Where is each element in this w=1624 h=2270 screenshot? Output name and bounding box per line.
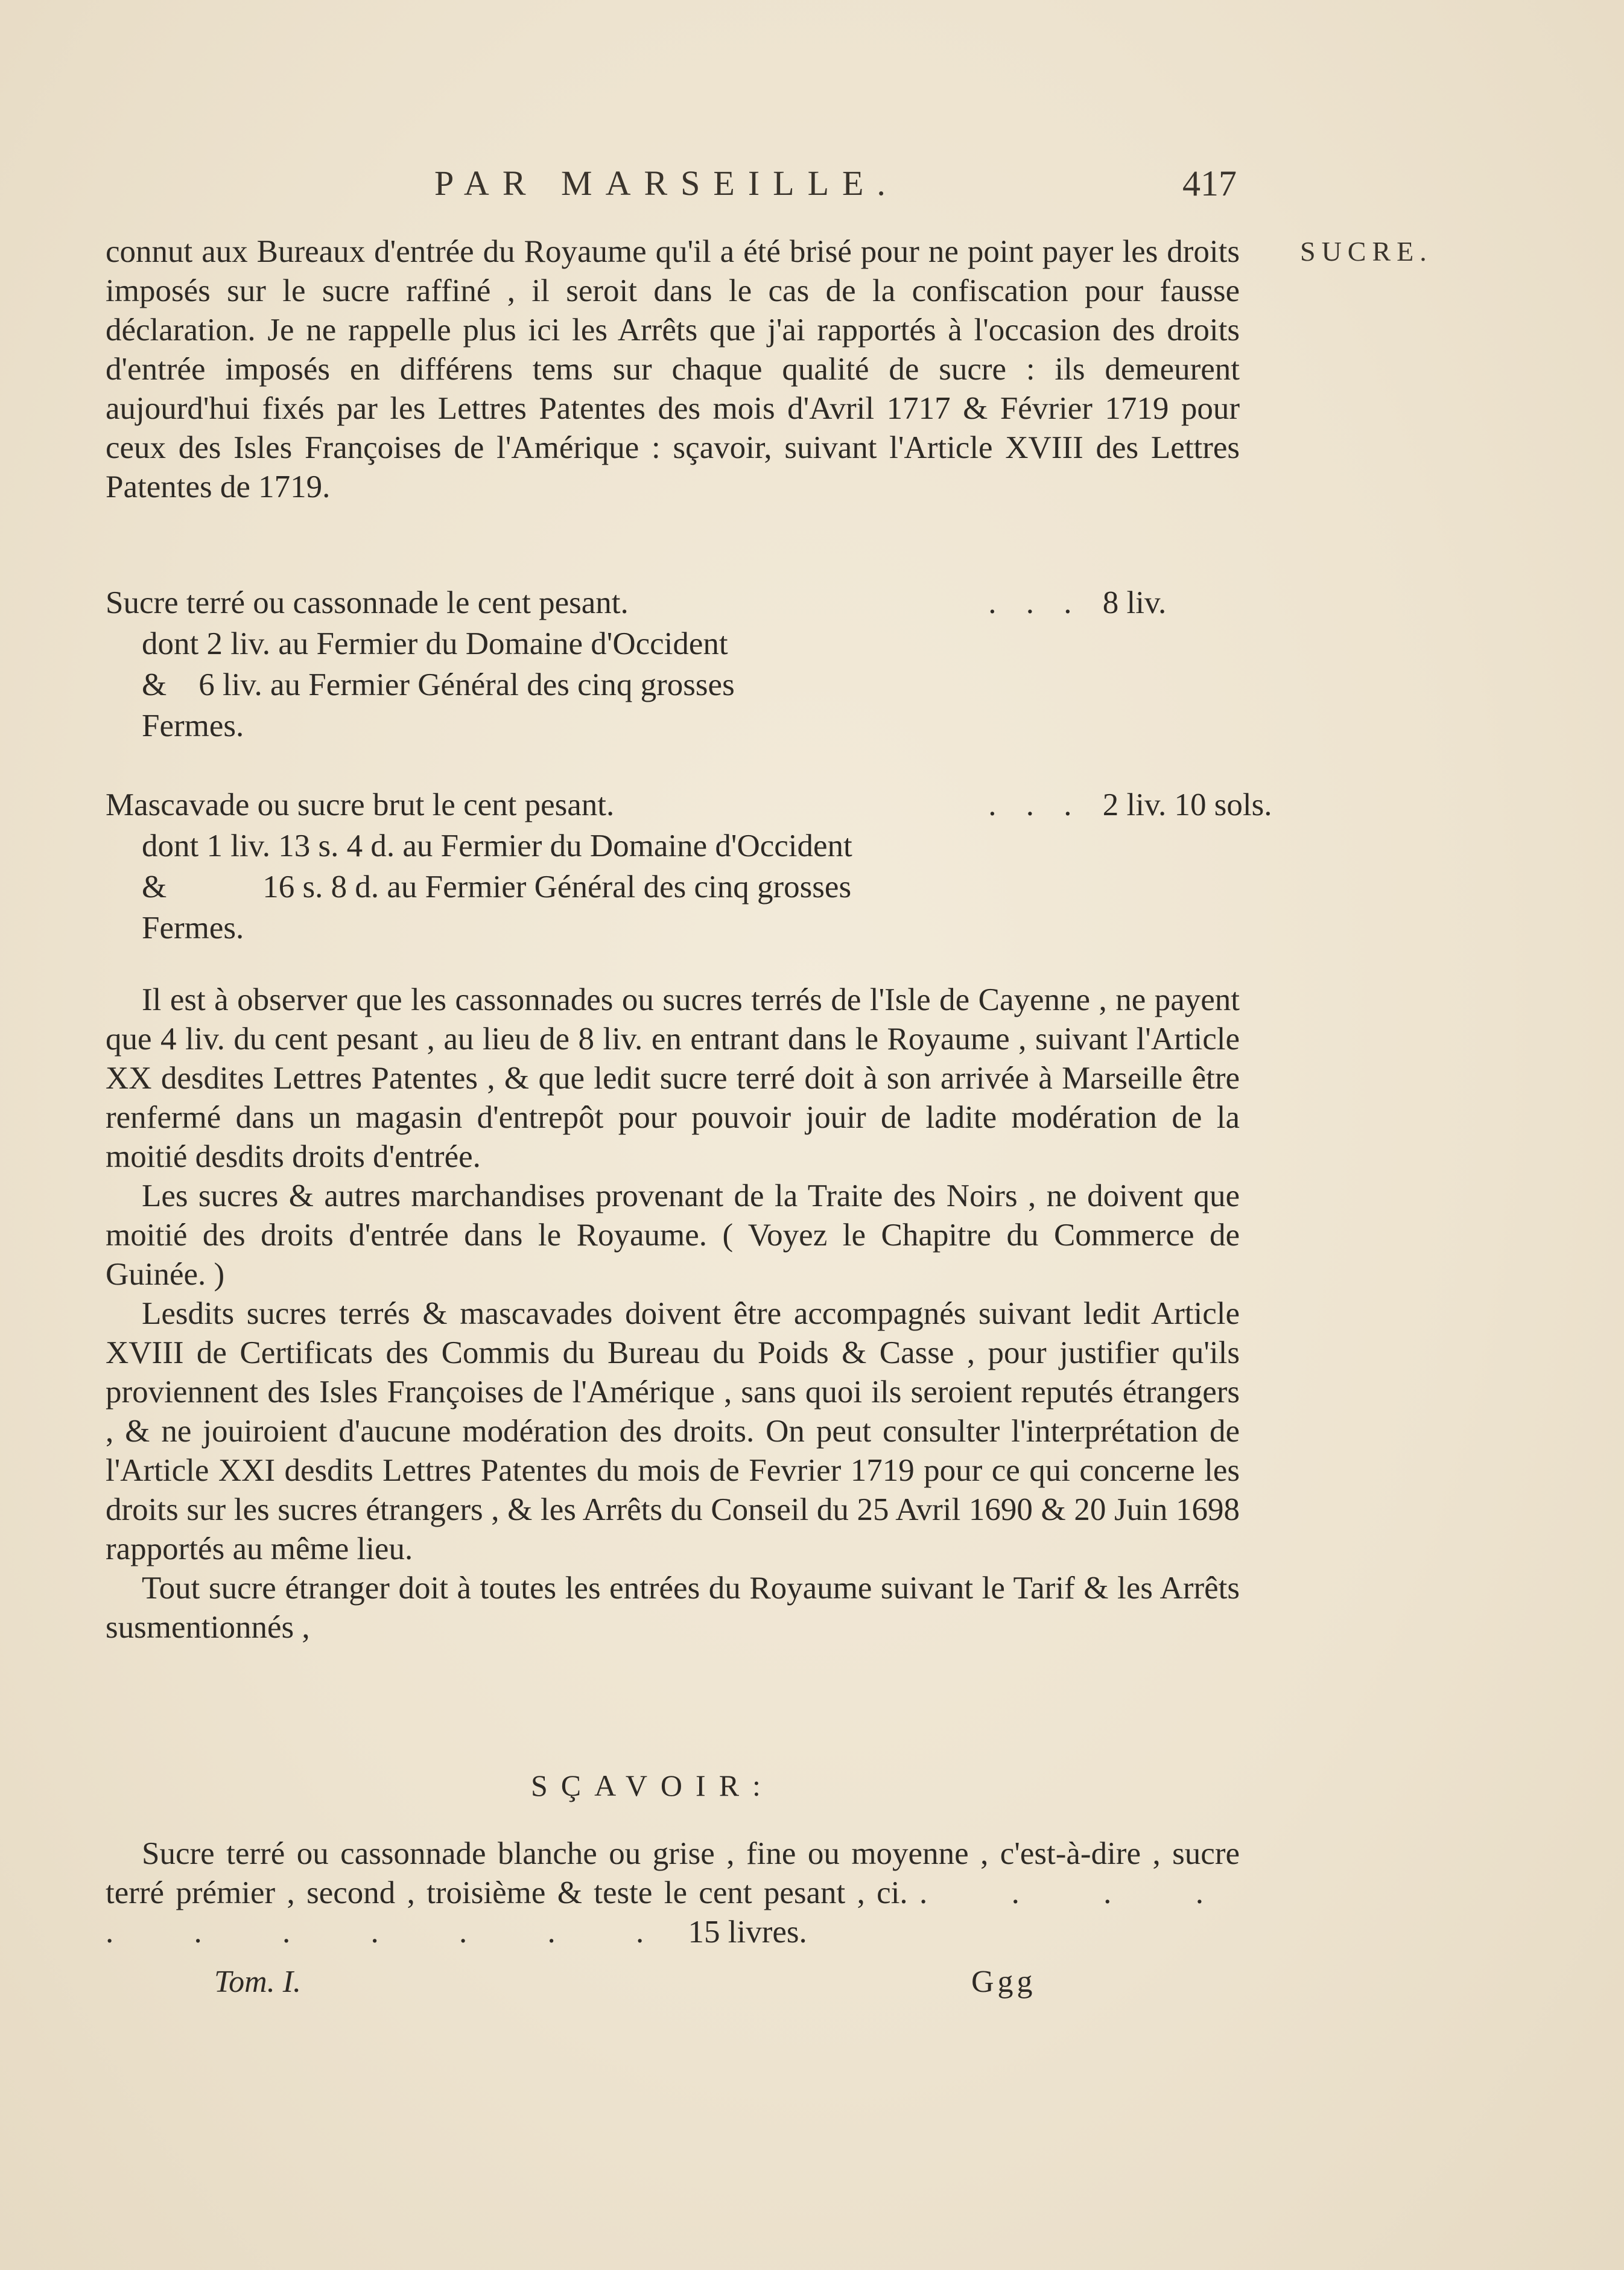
body-paragraph: Il est à observer que les cassonnades ou sucres terrés de l'Isle de Cayenne , ne payent que 4 liv. du cent pesant , au lieu de 8 liv. en entrant dans le Royaume , suivant l'Article XX desdites Lettres Patentes , & que ledit sucre terré doit à son arrivée à Marseille être renfermé dans un magasin d'entrepôt pour pouvoir jouir de ladite modération de la moitié desdits droits d'entrée. [106, 982, 1240, 1174]
tariff-2-description: Mascavade ou sucre brut le cent pesant. [106, 787, 615, 822]
tariff-1-line-4: Fermes. [142, 708, 244, 743]
running-header: PAR MARSEILLE. [434, 164, 899, 203]
footer-signature-mark: Ggg [971, 1965, 1036, 1999]
tariff-1-line-3: & 6 liv. au Fermier Général des cinq grosses [142, 667, 735, 702]
intro-paragraph-block [106, 232, 1240, 507]
tariff-1-leader: . . . [988, 585, 1083, 620]
page-number: 417 [1182, 164, 1237, 203]
tariff-2-line-3: & 16 s. 8 d. au Fermier Général des cinq grosses [142, 870, 852, 905]
final-item-leader: . . . . . . . . . . . [106, 1875, 1240, 1950]
section-heading-scavoir: SÇAVOIR: [531, 1769, 774, 1802]
tariff-1-description: Sucre terré ou cassonnade le cent pesant. [106, 585, 629, 620]
body-paragraph: Tout sucre étranger doit à toutes les entrées du Royaume suivant le Tarif & les Arrêts susmentionnés , [106, 1571, 1240, 1645]
tariff-item-mascavade [106, 784, 1272, 949]
tariff-1-line-2: dont 2 liv. au Fermier du Domaine d'Occident [142, 626, 728, 661]
tariff-item-sucre-terre [106, 582, 1167, 746]
body-text-block [106, 981, 1240, 1647]
tariff-1-amount: 8 liv. [1102, 585, 1167, 620]
tariff-2-line-2: dont 1 liv. 13 s. 4 d. au Fermier du Domaine d'Occident [142, 828, 852, 863]
intro-paragraph: connut aux Bureaux d'entrée du Royaume qu'il a été brisé pour ne point payer les droits imposés sur le sucre raffiné , il seroit dans le cas de la confiscation pour fausse déclaration. Je ne rappelle plus ici les Arrêts que j'ai rapportés à l'occasion des droits d'entrée imposés en différens tems sur chaque qualité de sucre : ils demeurent aujourd'hui fixés par les Lettres Patentes des mois d'Avril 1717 & Février 1719 pour ceux des Isles Françoises de l'Amérique : sçavoir, suivant l'Article XVIII des Lettres Patentes de 1719. [106, 234, 1240, 504]
tariff-2-amount: 2 liv. 10 sols. [1102, 787, 1272, 822]
final-item-text: Sucre terré ou cassonnade blanche ou grise , fine ou moyenne , c'est-à-dire , sucre terré prémier , second , troisième & teste le cent pesant , ci. [106, 1836, 1240, 1910]
final-item-amount: 15 livres. [688, 1915, 807, 1950]
final-tariff-item [106, 1834, 1240, 1952]
margin-note: SUCRE. [1300, 236, 1433, 267]
tariff-2-leader: . . . [988, 787, 1083, 822]
tariff-2-line-4: Fermes. [142, 911, 244, 946]
body-paragraph: Lesdits sucres terrés & mascavades doivent être accompagnés suivant ledit Article XVIII de Certificats des Commis du Bureau du Poids & Casse , pour justifier qu'ils proviennent des Isles Françoises de l'Amérique , sans quoi ils seroient reputés étrangers , & ne jouiroient d'aucune modération des droits. On peut consulter l'interprétation de l'Article XXI desdits Lettres Patentes du mois de Fevrier 1719 pour ce qui concerne les droits sur les sucres étrangers , & les Arrêts du Conseil du 25 Avril 1690 & 20 Juin 1698 rapportés au même lieu. [106, 1296, 1240, 1566]
body-paragraph: Les sucres & autres marchandises provenant de la Traite des Noirs , ne doivent que moitié des droits d'entrée dans le Royaume. ( Voyez le Chapitre du Commerce de Guinée. ) [106, 1178, 1240, 1292]
footer-tome: Tom. I. [214, 1965, 302, 1999]
